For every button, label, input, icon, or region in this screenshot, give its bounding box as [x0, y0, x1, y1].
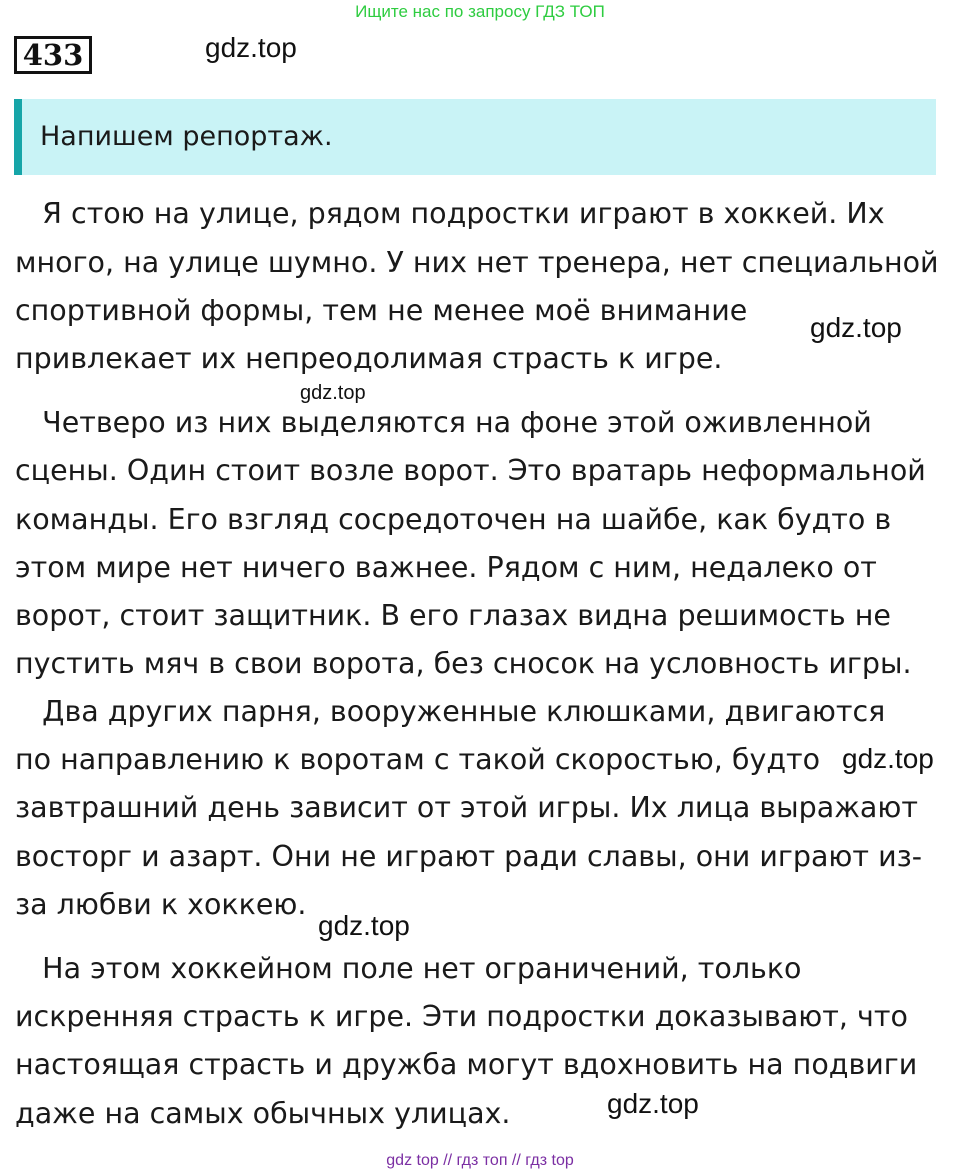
text-line: завтрашний день зависит от этой игры. Их лица выражают: [15, 791, 918, 824]
text-line: искренняя страсть к игре. Эти подростки доказывают, что: [15, 1000, 908, 1033]
watermark: gdz.top: [205, 32, 297, 63]
footer-links: gdz top // гдз топ // гдз top: [386, 1152, 574, 1169]
text-line: На этом хоккейном поле нет ограничений, только: [15, 952, 802, 985]
task-number-box: 433: [14, 36, 92, 74]
watermark: gdz.top: [300, 382, 366, 404]
text-line: Четверо из них выделяются на фоне этой оживленной: [15, 406, 872, 439]
watermark: gdz.top: [607, 1088, 699, 1119]
text-line: восторг и азарт. Они не играют ради славы, они играют из-: [15, 840, 923, 873]
text-line: Я стою на улице, рядом подростки играют в хоккей. Их: [15, 197, 885, 230]
text-line: спортивной формы, тем не менее моё внимание: [15, 294, 748, 327]
text-line: этом мире нет ничего важнее. Рядом с ним, недалеко от: [15, 551, 877, 584]
watermark: gdz.top: [318, 910, 410, 941]
watermark: gdz.top: [842, 743, 934, 774]
text-line: за любви к хоккею.: [15, 888, 307, 921]
text-line: ворот, стоит защитник. В его глазах видна решимость не: [15, 599, 891, 632]
text-line: много, на улице шумно. У них нет тренера, нет специальной: [15, 246, 939, 279]
heading-box: [14, 99, 936, 175]
text-line: по направлению к воротам с такой скоростью, будто: [15, 743, 821, 776]
text-line: привлекает их непреодолимая страсть к игре.: [15, 342, 723, 375]
text-line: Два других парня, вооруженные клюшками, двигаются: [15, 695, 886, 728]
heading-title: Напишем репортаж.: [40, 121, 333, 152]
text-line: пустить мяч в свои ворота, без сносок на условность игры.: [15, 647, 912, 680]
text-line: настоящая страсть и дружба могут вдохновить на подвиги: [15, 1048, 918, 1081]
text-line: даже на самых обычных улицах.: [15, 1097, 511, 1130]
text-line: команды. Его взгляд сосредоточен на шайбе, как будто в: [15, 503, 892, 536]
text-line: сцены. Один стоит возле ворот. Это вратарь неформальной: [15, 454, 926, 487]
search-banner: Ищите нас по запросу ГДЗ ТОП: [355, 2, 605, 21]
watermark: gdz.top: [810, 312, 902, 343]
